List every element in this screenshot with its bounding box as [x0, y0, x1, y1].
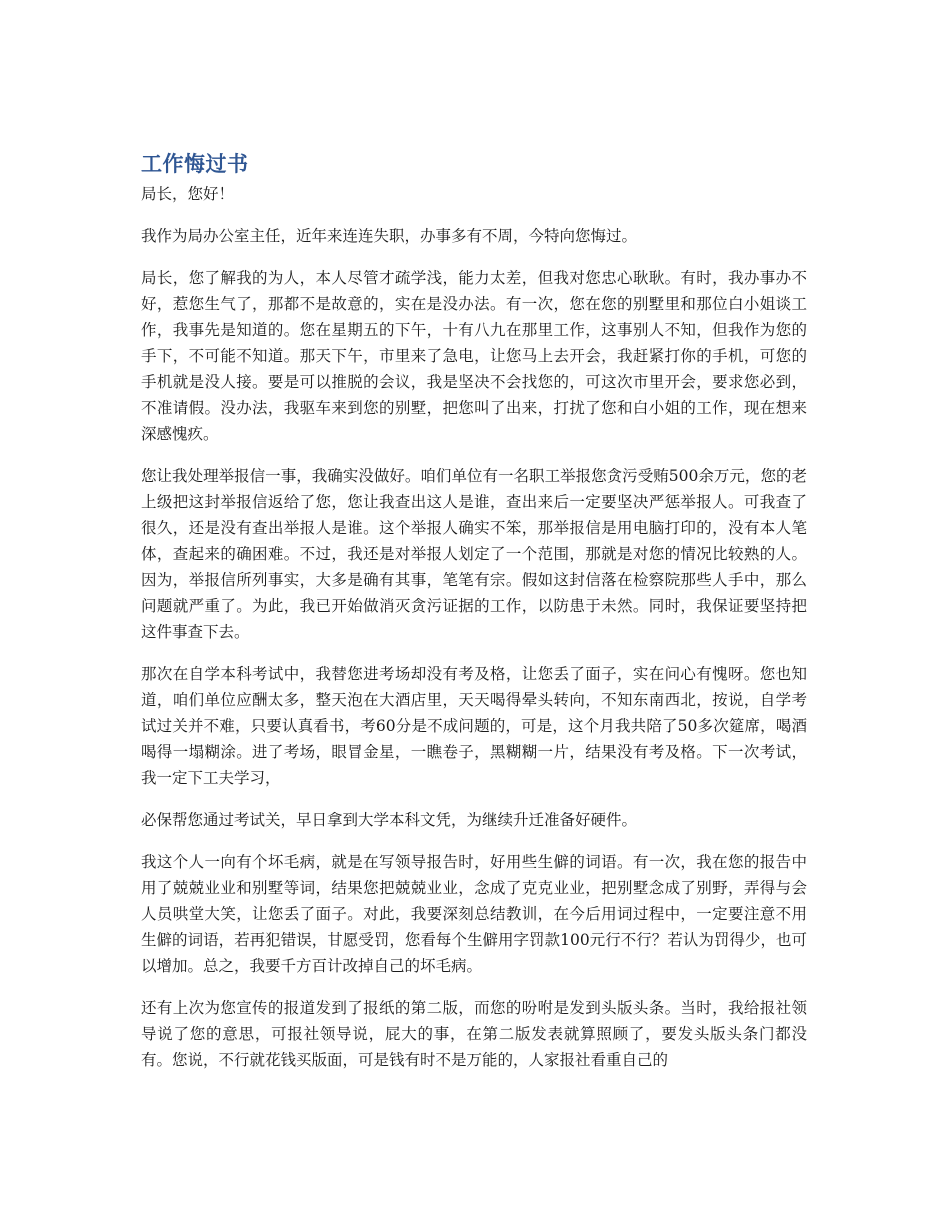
paragraph-2: 局长，您了解我的为人，本人尽管才疏学浅，能力太差，但我对您忠心耿耿。有时，我办事办不好，惹您生气了，那都不是故意的，实在是没办法。有一次，您在您的别墅里和那位白小姐谈工作，我事先是知道的。您在星期五的下午，十有八九在那里工作，这事别人不知，但我作为您的手下，不可能不知道。那天下午，市里来了急电，让您马上去开会，我赶紧打你的手机，可您的手机就是没人接。要是可以推脱的会议，我是坚决不会找您的，可这次市里开会，要求您必到，不准请假。没办法，我驱车来到您的别墅，把您叫了出来，打扰了您和白小姐的工作，现在想来深感愧疚。 — [141, 269, 807, 443]
paragraph-1: 我作为局办公室主任，近年来连连失职，办事多有不周，今特向您悔过。 — [141, 227, 638, 245]
paragraph-4: 那次在自学本科考试中，我替您进考场却没有考及格，让您丢了面子，实在问心有愧呀。您也知道，咱们单位应酬太多，整天泡在大酒店里，天天喝得晕头转向，不知东南西北，按说，自学考试过关并不难，只要认真看书，考60分是不成问题的，可是，这个月我共陪了50多次筵席，喝酒喝得一塌糊涂。进了考场，眼冒金星，一瞧卷子，黑糊糊一片，结果没有考及格。下一次考试，我一定下工夫学习， — [141, 665, 807, 787]
greeting-line: 局长，您好！ — [141, 185, 235, 203]
paragraph-7: 还有上次为您宣传的报道发到了报纸的第二版，而您的吩咐是发到头版头条。当时，我给报社领导说了您的意思，可报社领导说，屁大的事，在第二版发表就算照顾了，要发头版头条门都没有。您说，不行就花钱买版面，可是钱有时不是万能的，人家报社看重自己的 — [141, 999, 807, 1069]
paragraph-3: 您让我处理举报信一事，我确实没做好。咱们单位有一名职工举报您贪污受贿500余万元，您的老上级把这封举报信返给了您，您让我查出这人是谁，查出来后一定要坚决严惩举报人。可我查了很久，还是没有查出举报人是谁。这个举报人确实不笨，那举报信是用电脑打印的，没有本人笔体，查起来的确困难。不过，我还是对举报人划定了一个范围，那就是对您的情况比较熟的人。因为，举报信所列事实，大多是确有其事，笔笔有宗。假如这封信落在检察院那些人手中，那么问题就严重了。为此，我已开始做消灭贪污证据的工作，以防患于未然。同时，我保证要坚持把这件事查下去。 — [141, 467, 807, 641]
document-title: 工作悔过书 — [141, 152, 249, 176]
document-body — [141, 150, 807, 1089]
paragraph-5: 必保帮您通过考试关，早日拿到大学本科文凭，为继续升迁准备好硬件。 — [141, 811, 638, 829]
paragraph-6: 我这个人一向有个坏毛病，就是在写领导报告时，好用些生僻的词语。有一次，我在您的报告中用了兢兢业业和别墅等词，结果您把兢兢业业，念成了克克业业，把别墅念成了别野，弄得与会人员哄堂大笑，让您丢了面子。对此，我要深刻总结教训，在今后用词过程中，一定要注意不用生僻的词语，若再犯错误，甘愿受罚，您看每个生僻用字罚款100元行不行？若认为罚得少，也可以增加。总之，我要千方百计改掉自己的坏毛病。 — [141, 853, 807, 975]
